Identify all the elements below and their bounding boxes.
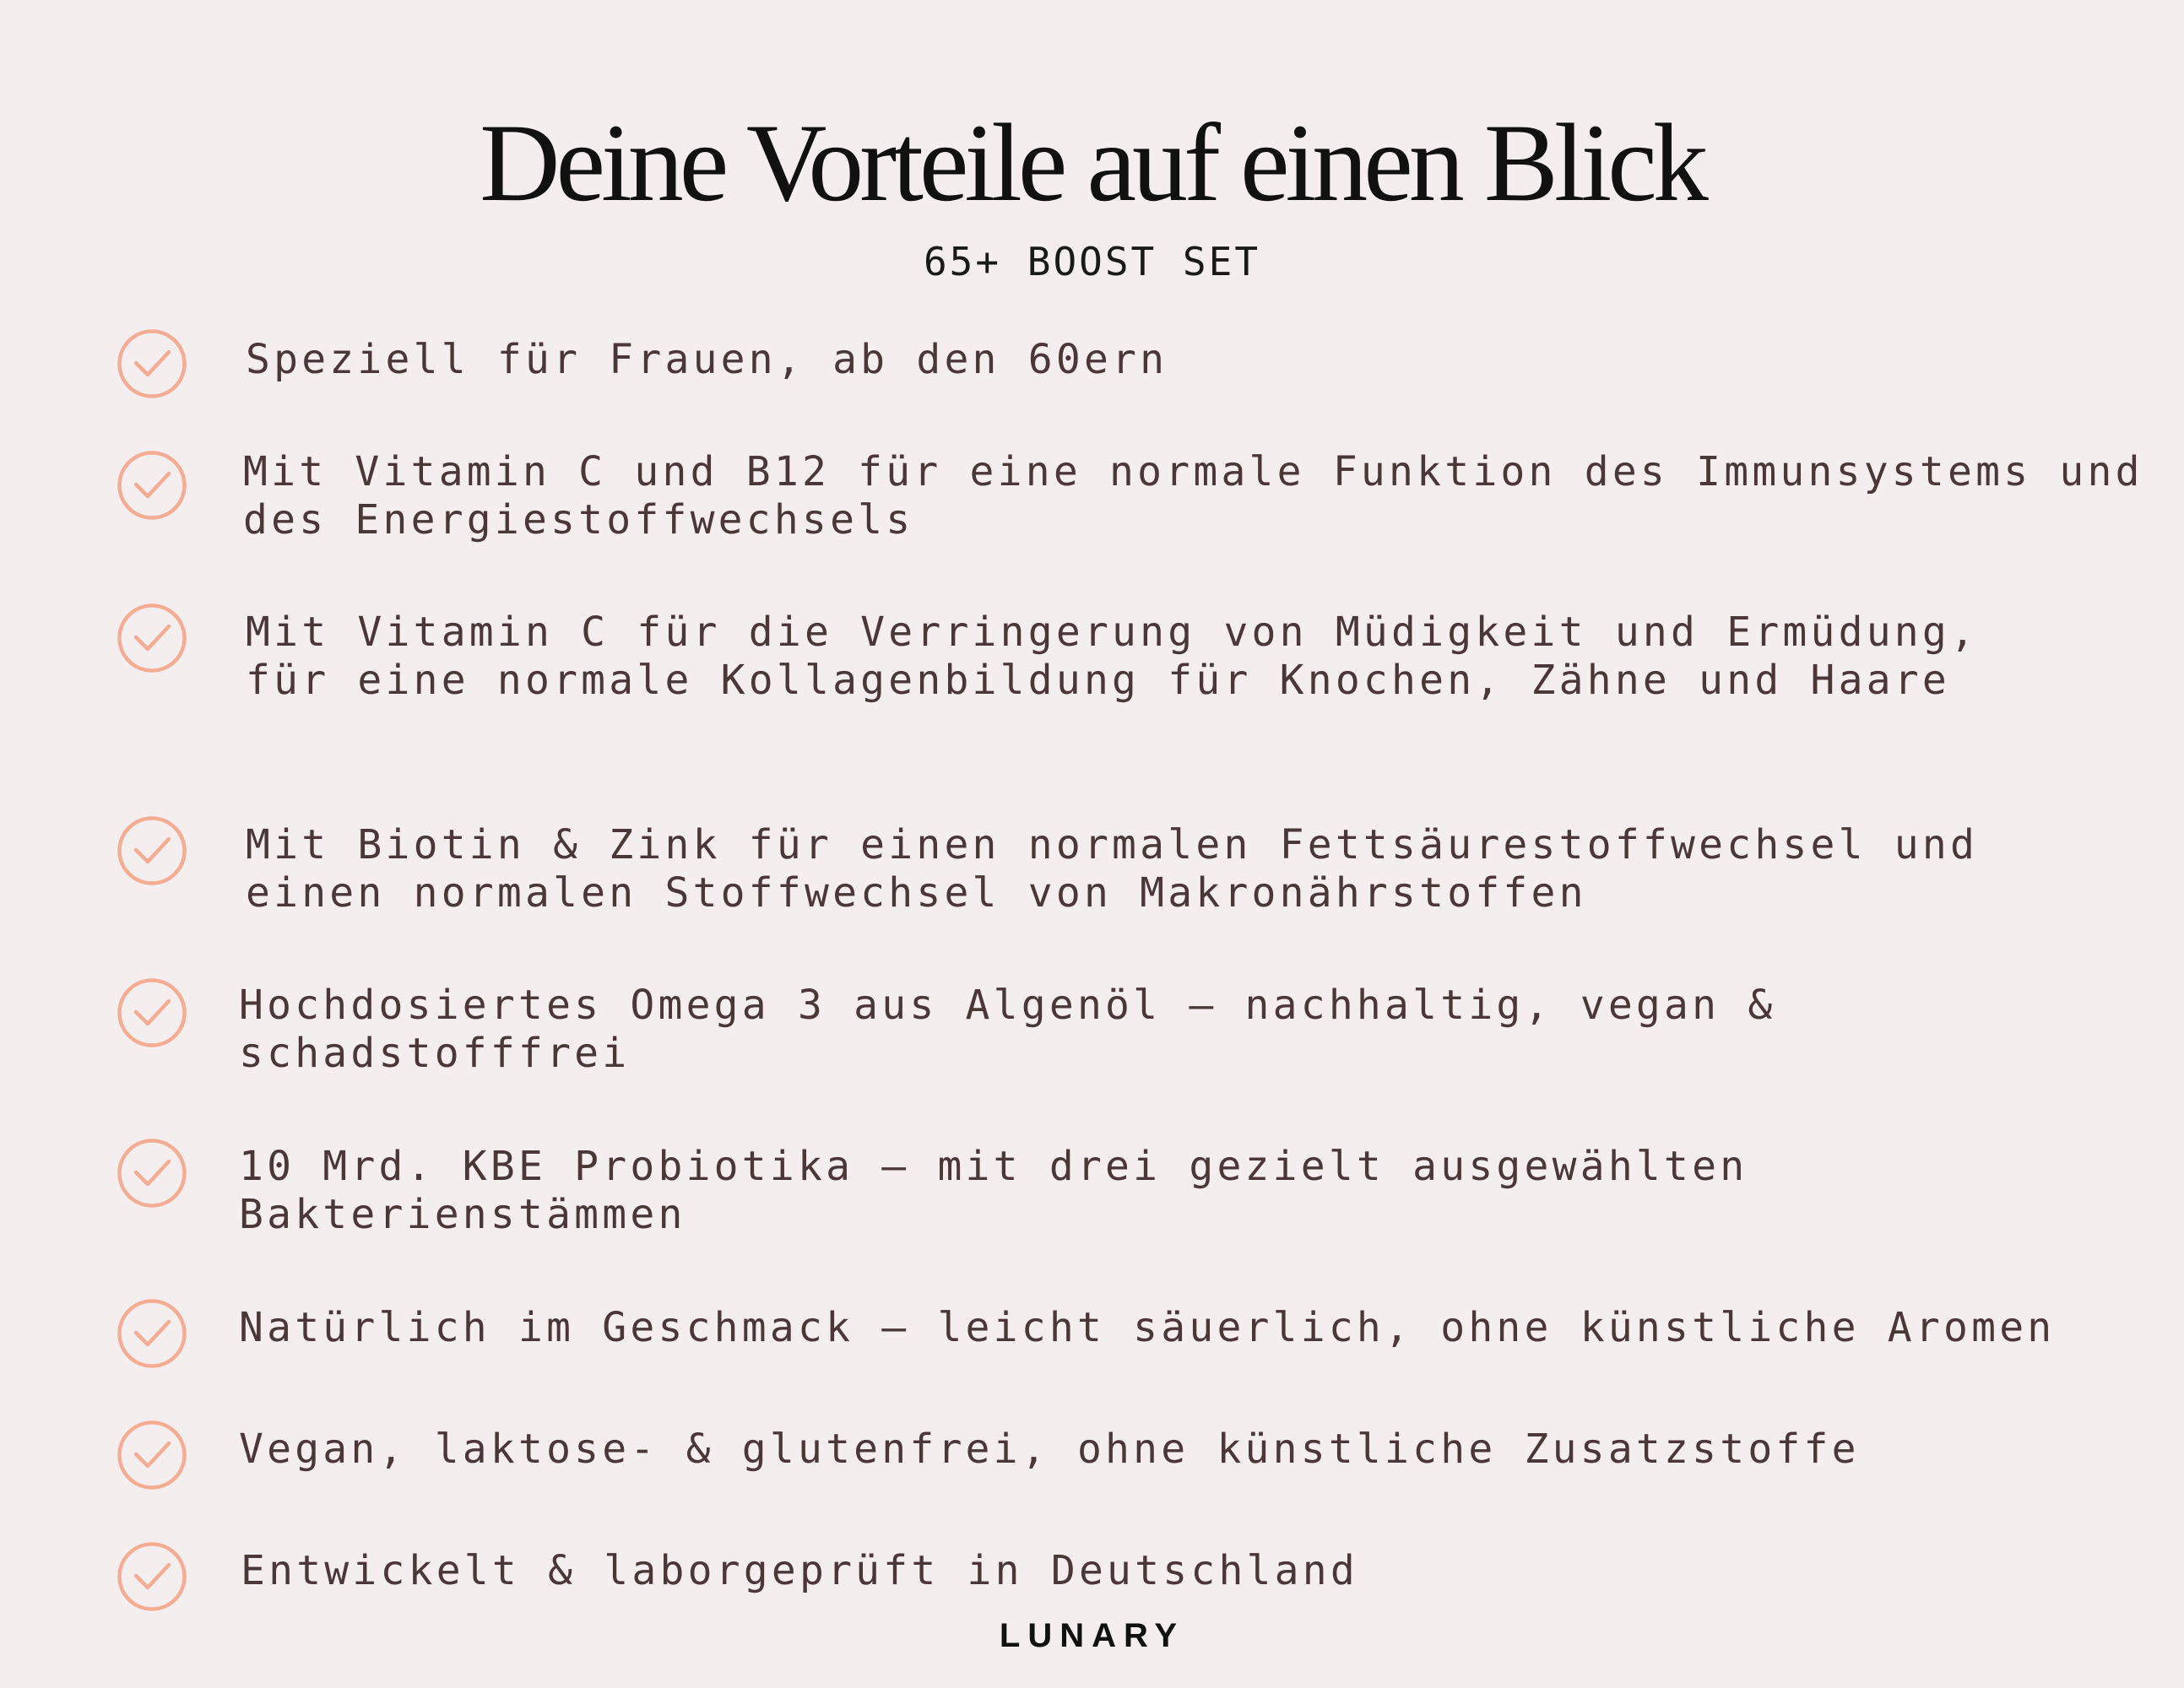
check-circle-icon <box>117 450 187 521</box>
benefit-line: schadstofffrei <box>239 1030 631 1077</box>
benefit-text <box>239 982 2181 1078</box>
check-circle-icon <box>117 328 187 399</box>
brand-logo: LUNARY <box>999 1617 1185 1654</box>
benefit-text <box>239 1426 2181 1474</box>
product-subtitle: 65+ BOOST SET <box>923 239 1261 284</box>
check-circle-icon <box>117 1138 187 1209</box>
benefit-text <box>239 1143 2181 1239</box>
check-circle-icon <box>117 815 187 886</box>
benefit-line: für eine normale Kollagenbildung für Knochen, Zähne und Haare <box>246 657 1951 704</box>
benefit-line: Vegan, laktose- & glutenfrei, ohne künstliche Zusatzstoffe <box>239 1426 1860 1473</box>
check-circle-icon <box>117 1541 187 1612</box>
benefit-text <box>241 1547 2182 1595</box>
benefit-text <box>243 448 2184 544</box>
benefit-text <box>246 821 2184 917</box>
benefit-line: Hochdosiertes Omega 3 aus Algenöl – nachhaltig, vegan & <box>239 982 1776 1029</box>
benefit-line: Mit Vitamin C und B12 für eine normale Funktion des Immunsystems und <box>243 448 2143 495</box>
benefit-line: Mit Vitamin C für die Verringerung von Müdigkeit und Ermüdung, <box>246 609 1979 656</box>
benefit-line: Natürlich im Geschmack – leicht säuerlich, ohne künstliche Aromen <box>239 1304 2056 1351</box>
benefit-line: Entwickelt & laborgeprüft in Deutschland <box>241 1547 1358 1594</box>
benefit-line: des Energiestoffwechsels <box>243 496 914 544</box>
benefit-line: einen normalen Stoffwechsel von Makronährstoffen <box>246 869 1587 917</box>
benefit-line: 10 Mrd. KBE Probiotika – mit drei gezielt ausgewählten <box>239 1143 1748 1190</box>
benefit-text <box>246 609 2184 705</box>
benefit-text <box>246 336 2184 384</box>
page-title: Deine Vorteile auf einen Blick <box>480 100 1704 225</box>
benefit-line: Bakterienstämmen <box>239 1191 686 1238</box>
check-circle-icon <box>117 603 187 674</box>
benefit-text <box>239 1304 2181 1352</box>
check-circle-icon <box>117 1298 187 1369</box>
check-circle-icon <box>117 1420 187 1491</box>
check-circle-icon <box>117 977 187 1048</box>
benefit-line: Speziell für Frauen, ab den 60ern <box>246 336 1168 383</box>
benefit-line: Mit Biotin & Zink für einen normalen Fettsäurestoffwechsel und <box>246 821 1979 868</box>
